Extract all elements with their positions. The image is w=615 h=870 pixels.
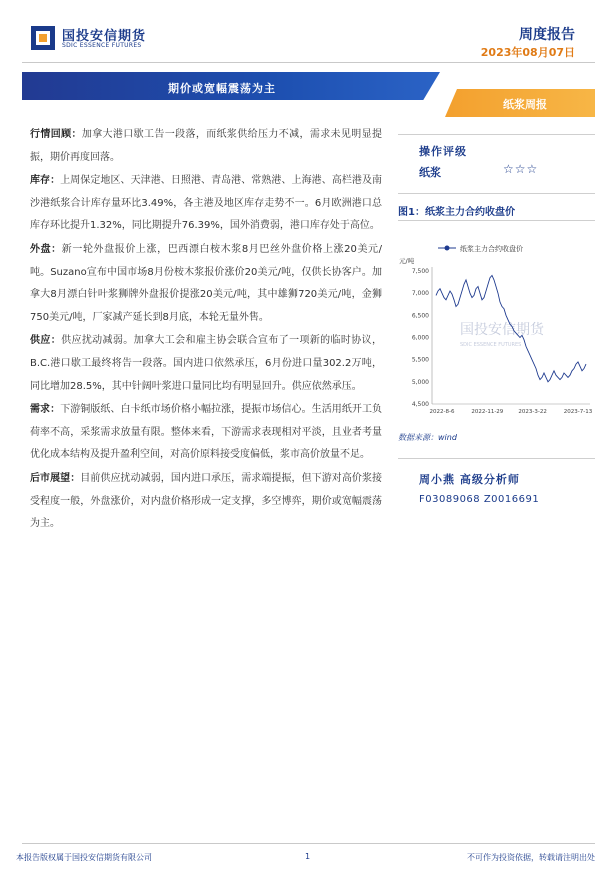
section-review (30, 124, 382, 169)
y-tick-label: 5,500 (411, 356, 429, 364)
section-text: 供应扰动减弱。加拿大工会和雇主协会联合宣布了一项新的临时协议，B.C.港口歇工最终将告一段落。国内进口依然承压，6月份进口量302.2万吨，同比增加28.5%，其中针阔叶浆进口量同比均有明显回升。供应依然承压。 (30, 335, 383, 392)
section-supply (30, 330, 382, 398)
section-text: 下游铜版纸、白卡纸市场价格小幅拉涨，提振市场信心。生活用纸开工负荷率不高，采浆需求放量有限。整体来看，下游需求表现相对平淡，且业者考量优化成本结构及提升盈利空间，对高价原料接受度偏低，浆市高价放量不足。 (30, 404, 383, 461)
section-label: 供应： (30, 335, 62, 347)
section-demand (30, 399, 382, 467)
footer-divider (22, 843, 595, 844)
footer-copyright: 本报告版权属于国投安信期货有限公司 (16, 853, 152, 862)
y-tick-label: 5,000 (411, 378, 429, 386)
section-label: 行情回顾： (30, 129, 82, 140)
analyst-name: 周小燕 高级分析师 (419, 473, 520, 486)
x-tick-label: 2023-3-22 (518, 409, 547, 415)
section-inventory (30, 170, 382, 238)
report-body (30, 124, 382, 537)
analyst-license: F03089068 Z0016691 (419, 494, 540, 505)
rating-stars: ☆☆☆ (503, 162, 539, 176)
company-name-en: SDIC ESSENCE FUTURES (62, 42, 142, 49)
rating-item: 纸浆 (419, 166, 441, 179)
chart-watermark (460, 321, 545, 348)
price-chart (398, 226, 595, 422)
section-outlook (30, 468, 382, 536)
footer-disclaimer: 不可作为投资依据，转载请注明出处 (467, 853, 595, 862)
data-source: 数据来源：wind (398, 433, 457, 442)
watermark-text-cn: 国投安信期货 (460, 322, 544, 338)
section-label: 后市展望： (30, 472, 81, 484)
sidebar-divider (398, 458, 595, 459)
section-label: 外盘： (30, 243, 62, 255)
legend (438, 244, 523, 253)
x-tick-label: 2023-7-13 (563, 409, 593, 415)
section-text: 新一轮外盘报价上涨，巴西漂白桉木浆8月巴丝外盘价格上涨20美元/吨。Suzano宣布中国市场8月份桉木浆报价涨价20美元/吨，仅供长协客户。加拿大8月漂白针叶浆狮牌外盘报价提涨20美元/吨，其中雄狮720美元/吨，金狮750美元/吨，厂家减产延长到8月底，本轮无量外售。 (30, 243, 382, 323)
section-label: 需求： (30, 404, 61, 416)
company-logo-icon (31, 26, 55, 50)
rating-title: 操作评级 (419, 145, 467, 158)
report-type: 周度报告 (519, 27, 575, 43)
y-axis (412, 267, 432, 408)
sidebar-divider (398, 193, 595, 194)
legend-label: 纸浆主力合约收盘价 (460, 245, 523, 253)
section-text: 目前供应扰动减弱，国内进口承压，需求端提振，但下游对高价浆接受程度一般，外盘涨价，对内盘价格形成一定支撑，多空博弈，期价或宽幅震荡为主。 (30, 472, 383, 530)
section-external-market (30, 239, 382, 329)
figure-caption: 图1：纸浆主力合约收盘价 (398, 207, 515, 218)
report-date: 2023年08月07日 (480, 46, 575, 59)
y-tick-label: 4,500 (411, 401, 429, 408)
y-tick-label: 6,500 (411, 312, 429, 320)
legend-marker (445, 246, 450, 251)
page-number: 1 (305, 852, 311, 861)
x-tick-label: 2022-11-29 (471, 409, 504, 415)
sidebar-divider (398, 220, 595, 221)
y-axis-unit: 元/吨 (399, 257, 415, 265)
sidebar-divider (398, 134, 595, 135)
y-tick-label: 6,000 (411, 334, 429, 342)
section-text: 上周保定地区、天津港、日照港、青岛港、常熟港、上海港、高栏港及南沙港纸浆合计库存量环比3.49%，各主港及地区库存走势不一。6月欧洲港口总库存环比提升1.32%，同比期提升76.39%，国外消费弱，港口库存处于高位。 (30, 175, 383, 232)
y-tick-label: 7,000 (411, 290, 429, 298)
company-name-cn: 国投安信期货 (62, 29, 147, 44)
report-category: 纸浆周报 (503, 98, 547, 111)
y-tick-label: 7,500 (411, 268, 429, 275)
section-text: 加拿大港口歇工告一段落，而纸浆供给压力不减，需求未见明显提振，期价再度回落。 (30, 129, 383, 163)
watermark-text-en: SDIC ESSENCE FUTURES (460, 342, 522, 348)
section-label: 库存： (30, 175, 61, 187)
x-tick-label: 2022-8-6 (429, 409, 455, 415)
x-axis (430, 404, 593, 415)
header-divider (22, 62, 595, 63)
report-title: 期价或宽幅震荡为主 (168, 82, 276, 95)
